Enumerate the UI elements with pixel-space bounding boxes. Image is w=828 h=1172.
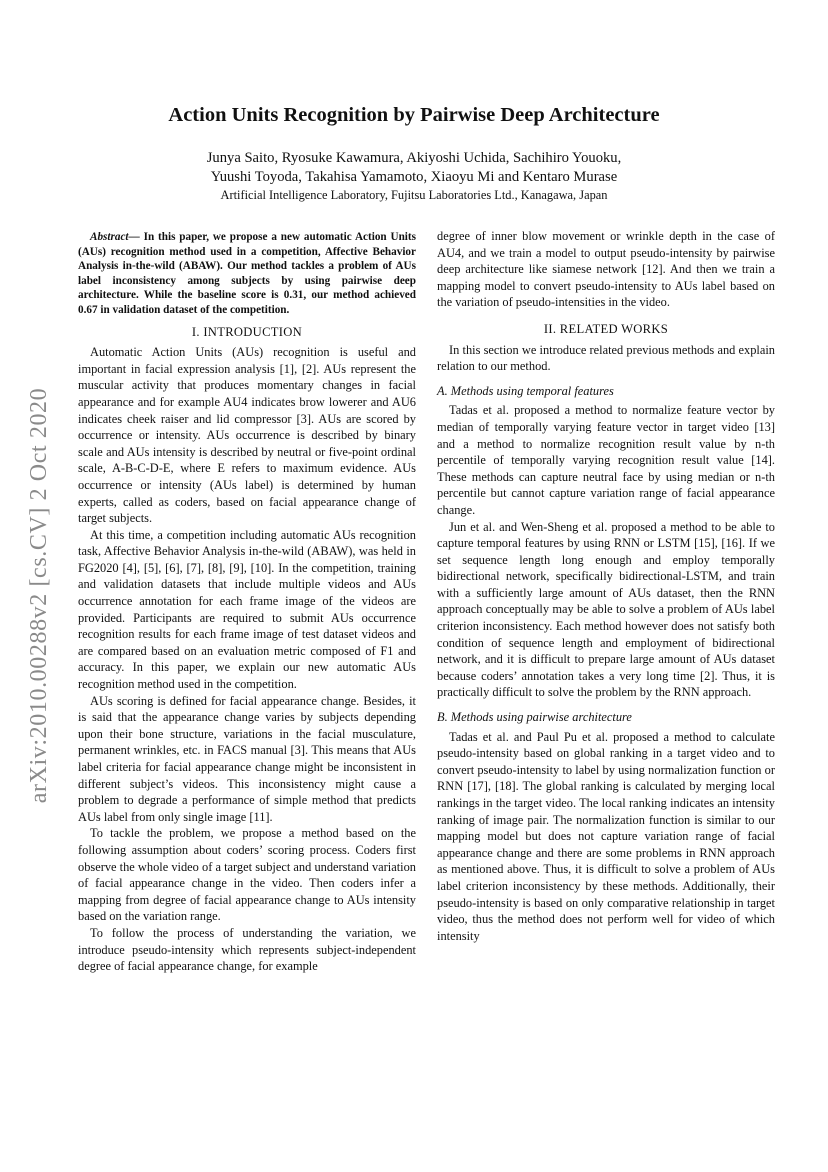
abstract-label: Abstract <box>90 231 129 243</box>
right-column <box>437 228 775 944</box>
arxiv-stamp-text: arXiv:2010.00288v2 [cs.CV] 2 Oct 2020 <box>26 387 53 803</box>
paragraph-continued: degree of inner blow movement or wrinkle depth in the case of AU4, and we train a model to output pseudo-intensity by pairwise deep architecture like siamese network [12]. And then we train a mapping model to convert pseudo-intensity to AUs label based on the variation of pseudo-intensities in the video. <box>437 229 775 310</box>
paragraph: To tackle the problem, we propose a method based on the following assumption about coders’ scoring process. Coders first observe the whole video of a target subject and understand variation of facial appearance change in the video. Then coders infer a mapping from degree of facial appearance change to AUs intensity based on the variation range. <box>78 826 416 924</box>
paper-title: Action Units Recognition by Pairwise Deep Architecture <box>168 104 660 126</box>
arxiv-stamp <box>22 335 58 855</box>
paragraph: Tadas et al. proposed a method to normalize feature vector by median of temporally varying feature vector in target video [13] and a method to normalize recognition result value by n-th percentile of temporally varying recognition result value [14]. These methods can capture neutral face by using median or n-th percentile but cannot capture variation range of facial appearance change. <box>437 403 775 517</box>
paragraph: Jun et al. and Wen-Sheng et al. proposed a method to be able to capture temporal features by using RNN or LSTM [15], [16]. If we set sequence length long enough and employ temporally bidirectional network, specifically bidirectional-LSTM, and train with a sufficiently large amount of AUs dataset, then the RNN approach conceptually may be able to solve a problem of AUs label criterion inconsistency. Each method however does not satisfy both condition of sequence length and employment of bidirectional network, and it is difficult to prepare large amount of AUs dataset because coders’ annotation takes a very long time [2]. Thus, it is practically difficult to solve the problem by the RNN approach. <box>437 519 775 700</box>
paragraph: To follow the process of understanding the variation, we introduce pseudo-intensity which represents subject-independent degree of facial appearance change, for example <box>78 925 416 974</box>
paragraph: At this time, a competition including automatic AUs recognition task, Affective Behavior Analysis in-the-wild (ABAW), was held in FG2020 [4], [5], [6], [7], [8], [9], [10]. In the competition, training and validation datasets that include multiple videos and AUs occurrence annotation for each frame image of the videos are provided. Participants are required to submit AUs occurrence recognition results for each frame image of test dataset videos and are compared based on an evaluation metric composed of F1 and accuracy. In this paper, we explain our new automatic AUs recognition method used in the competition. <box>78 527 416 692</box>
abstract <box>78 230 416 318</box>
paragraph: Tadas et al. and Paul Pu et al. proposed a method to calculate pseudo-intensity based on global ranking in a target video and to convert pseudo-intensity to label by using normalization function or RNN [17], [18]. The global ranking is calculated by merging local rankings in the target video. The local ranking indicates an intensity ranking of image pair. The normalization function is similar to our mapping model but does not capture variation range of facial appearance change and there are some problems in RNN approach as mentioned above. Thus, it is difficult to solve a problem of AUs label criterion inconsistency by these methods. Additionally, their pseudo-intensity is based on only comparative relationship in target video, thus the method does not perform well for video of which intensity <box>437 729 775 943</box>
section-heading-introduction: I. INTRODUCTION <box>191 324 303 339</box>
paragraph: In this section we introduce related previous methods and explain relation to our method. <box>437 342 775 374</box>
author-list-line-2: Yuushi Toyoda, Takahisa Yamamoto, Xiaoyu Mi and Kentaro Murase <box>210 169 618 185</box>
left-column <box>78 228 416 975</box>
paragraph: Automatic Action Units (AUs) recognition is useful and important in facial expression analysis [1], [2]. AUs represent the muscular activity that produces momentary changes in facial appearance and for example AU4 indicates brow lowerer and AU6 indicates cheek raiser and lid compressor [3]. AUs are scored by occurrence or intensity. AUs occurrence is described by binary scale and AUs intensity is described by neutral or five-point ordinal scale, A-B-C-D-E, where E refers to maximum evidence. AUs occurrence or intensity (AUs label) is determined by human experts, called as coders, based on facial appearance change of target subjects. <box>78 345 416 526</box>
subsection-heading-a: A. Methods using temporal features <box>437 383 614 398</box>
author-list-line-1: Junya Saito, Ryosuke Kawamura, Akiyoshi Uchida, Sachihiro Youoku, <box>206 150 622 166</box>
affiliation: Artificial Intelligence Laboratory, Fujitsu Laboratories Ltd., Kanagawa, Japan <box>220 188 608 202</box>
section-heading-related-works: II. RELATED WORKS <box>543 321 669 336</box>
abstract-text: — In this paper, we propose a new automatic Action Units (AUs) recognition method used in a competition, Affective Behavior Analysis in-the-wild (ABAW). Our method tackles a problem of AUs label inconsistency among subjects by using pairwise deep architecture. While the baseline score is 0.31, our method achieved 0.67 in validation dataset of the competition. <box>78 231 416 316</box>
paragraph: AUs scoring is defined for facial appearance change. Besides, it is said that the appearance change varies by subjects depending upon their bone structure, variations in the facial musculature, permanent wrinkles, etc. in FACS manual [3]. This means that AUs label criteria for facial appearance change might be inconsistent in different subject’s videos. This inconsistency might cause a problem to degrade a performance of simple method that predicts AUs label from only single image [11]. <box>78 693 416 824</box>
subsection-heading-b: B. Methods using pairwise architecture <box>437 710 632 725</box>
